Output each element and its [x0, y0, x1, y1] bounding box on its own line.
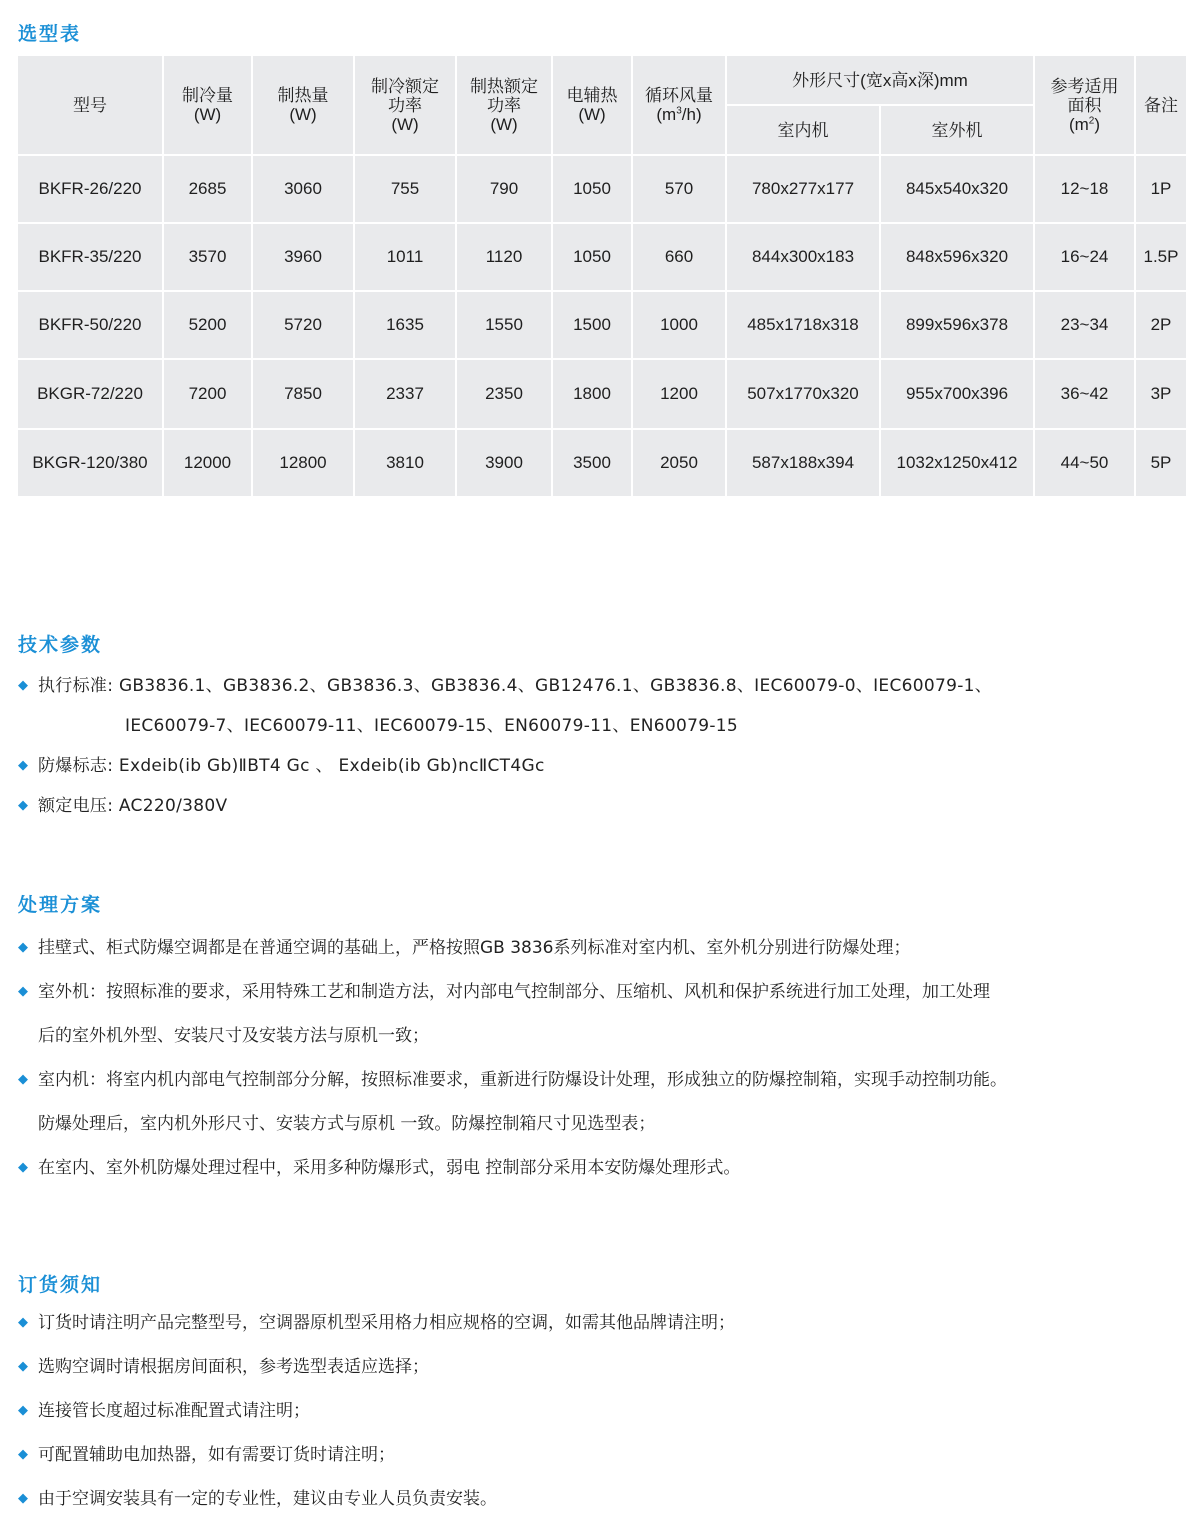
cell-outdoor: 848x596x320: [881, 224, 1033, 290]
plan-text: 挂壁式、柜式防爆空调都是在普通空调的基础上，严格按照GB 3836系列标准对室内机、室外机分别进行防爆处理；: [38, 938, 911, 958]
cell-indoor: 587x188x394: [727, 430, 879, 496]
header-cooling-power: 制冷额定 功率 (W): [355, 56, 455, 154]
bullet-diamond-icon: ◆: [18, 1491, 28, 1506]
cell-airflow: 2050: [633, 430, 725, 496]
bullet-diamond-icon: ◆: [18, 1447, 28, 1462]
cell-model: BKFR-26/220: [18, 156, 162, 222]
list-item: [18, 1146, 1198, 1190]
cell-cooling-power: 1011: [355, 224, 455, 290]
cell-cooling: 2685: [164, 156, 251, 222]
table-row: [18, 430, 1186, 496]
header-airflow: 循环风量 $(m^3/h)$: [633, 56, 725, 154]
order-notes-list: [18, 1301, 1198, 1521]
table-row: [18, 360, 1186, 428]
cell-model: BKGR-120/380: [18, 430, 162, 496]
cell-remark: 3P: [1136, 360, 1186, 428]
bullet-diamond-icon: ◆: [18, 798, 29, 813]
cell-remark: 1P: [1136, 156, 1186, 222]
cell-outdoor: 899x596x378: [881, 292, 1033, 358]
list-item: [18, 1345, 1198, 1389]
cell-airflow: 1200: [633, 360, 725, 428]
plan-text: 室内机：将室内机内部电气控制部分分解，按照标准要求，重新进行防爆设计处理，形成独立的防爆控制箱，实现手动控制功能。: [38, 1070, 1007, 1090]
cell-heating: 3960: [253, 224, 353, 290]
cell-indoor: 507x1770x320: [727, 360, 879, 428]
header-remark: 备注: [1136, 56, 1186, 154]
bullet-diamond-icon: ◆: [18, 1403, 28, 1418]
header-aux-heat: 电辅热 (W): [553, 56, 631, 154]
cell-aux-heat: 1500: [553, 292, 631, 358]
cell-area: 23~34: [1035, 292, 1134, 358]
header-dimensions: 外形尺寸(宽x高x深)mm: [727, 56, 1033, 104]
table-row: [18, 292, 1186, 358]
cell-cooling: 12000: [164, 430, 251, 496]
cell-area: 36~42: [1035, 360, 1134, 428]
cell-remark: 2P: [1136, 292, 1186, 358]
header-heating-power: 制热额定 功率 (W): [457, 56, 551, 154]
order-text: 可配置辅助电加热器，如有需要订货时请注明；: [38, 1445, 395, 1465]
cell-model: BKGR-72/220: [18, 360, 162, 428]
cell-heating-power: 1120: [457, 224, 551, 290]
header-cooling: 制冷量 (W): [164, 56, 251, 154]
bullet-diamond-icon: ◆: [18, 1359, 28, 1374]
cell-heating: 3060: [253, 156, 353, 222]
standard-line1: GB3836.1、GB3836.2、GB3836.3、GB3836.4、GB12476.1、GB3836.8、IEC60079-0、IEC60079-1、: [118, 676, 993, 696]
order-text: 由于空调安装具有一定的专业性，建议由专业人员负责安装。: [38, 1489, 497, 1509]
bullet-diamond-icon: ◆: [18, 1160, 28, 1175]
cell-airflow: 660: [633, 224, 725, 290]
standard-line2: IEC60079-7、IEC60079-11、IEC60079-15、EN60079-11、EN60079-15: [125, 716, 739, 736]
cell-area: 12~18: [1035, 156, 1134, 222]
ex-mark: 防爆标志: Exdeib(ib Gb)ⅡBT4 Gc 、 Exdeib(ib Gb)ncⅡCT4Gc: [38, 756, 545, 776]
rated-voltage: 额定电压: AC220/380V: [38, 796, 228, 816]
selection-table-title: 选型表: [18, 23, 82, 45]
list-item: [18, 1433, 1198, 1477]
bullet-diamond-icon: ◆: [18, 940, 28, 955]
cell-cooling: 7200: [164, 360, 251, 428]
cell-model: BKFR-35/220: [18, 224, 162, 290]
plan-text-cont: 后的室外机外型、安装尺寸及安装方法与原机一致；: [38, 1026, 429, 1046]
plan-text-cont: 防爆处理后，室内机外形尺寸、安装方式与原机 一致。防爆控制箱尺寸见选型表；: [38, 1114, 656, 1134]
cell-heating: 5720: [253, 292, 353, 358]
cell-heating-power: 3900: [457, 430, 551, 496]
order-text: 订货时请注明产品完整型号，空调器原机型采用格力相应规格的空调，如需其他品牌请注明；: [38, 1313, 735, 1333]
bullet-diamond-icon: ◆: [18, 1315, 28, 1330]
cell-airflow: 1000: [633, 292, 725, 358]
standard-label: 执行标准:: [38, 676, 119, 696]
cell-area: 44~50: [1035, 430, 1134, 496]
bullet-diamond-icon: ◆: [18, 758, 29, 773]
header-indoor: 室内机: [727, 106, 879, 154]
cell-model: BKFR-50/220: [18, 292, 162, 358]
order-text: 选购空调时请根据房间面积，参考选型表适应选择；: [38, 1357, 429, 1377]
list-item: [18, 970, 1198, 1058]
cell-heating-power: 2350: [457, 360, 551, 428]
cell-aux-heat: 1050: [553, 156, 631, 222]
cell-cooling: 5200: [164, 292, 251, 358]
cell-aux-heat: 1050: [553, 224, 631, 290]
header-outdoor: 室外机: [881, 106, 1033, 154]
list-item: [18, 1389, 1198, 1433]
cell-cooling-power: 3810: [355, 430, 455, 496]
plan-text: 室外机：按照标准的要求，采用特殊工艺和制造方法，对内部电气控制部分、压缩机、风机和保护系统进行加工处理，加工处理: [38, 982, 990, 1002]
cell-remark: 1.5P: [1136, 224, 1186, 290]
order-notes-title: 订货须知: [18, 1274, 103, 1296]
cell-aux-heat: 1800: [553, 360, 631, 428]
cell-heating: 12800: [253, 430, 353, 496]
cell-aux-heat: 3500: [553, 430, 631, 496]
header-model: 型号: [18, 56, 162, 154]
cell-heating-power: 790: [457, 156, 551, 222]
list-item: [18, 1058, 1198, 1146]
table-row: [18, 156, 1186, 222]
tech-params-title: 技术参数: [18, 634, 103, 656]
cell-cooling-power: 1635: [355, 292, 455, 358]
cell-outdoor: 1032x1250x412: [881, 430, 1033, 496]
cell-indoor: 485x1718x318: [727, 292, 879, 358]
cell-heating-power: 1550: [457, 292, 551, 358]
list-item: [18, 1301, 1198, 1345]
list-item: [18, 926, 1198, 970]
list-item: [18, 666, 1198, 746]
cell-heating: 7850: [253, 360, 353, 428]
plan-title: 处理方案: [18, 894, 103, 916]
bullet-diamond-icon: ◆: [18, 1072, 28, 1087]
header-heating: 制热量 (W): [253, 56, 353, 154]
plan-list: [18, 926, 1198, 1190]
cell-outdoor: 955x700x396: [881, 360, 1033, 428]
header-area: 参考适用 面积 $(m^2)$: [1035, 56, 1134, 154]
cell-cooling-power: 755: [355, 156, 455, 222]
cell-indoor: 844x300x183: [727, 224, 879, 290]
cell-cooling: 3570: [164, 224, 251, 290]
list-item: [18, 746, 1198, 786]
cell-cooling-power: 2337: [355, 360, 455, 428]
cell-outdoor: 845x540x320: [881, 156, 1033, 222]
bullet-diamond-icon: ◆: [18, 678, 29, 693]
order-text: 连接管长度超过标准配置式请注明；: [38, 1401, 310, 1421]
list-item: [18, 786, 1198, 826]
table-row: [18, 224, 1186, 290]
cell-airflow: 570: [633, 156, 725, 222]
tech-params-list: [18, 666, 1198, 826]
bullet-diamond-icon: ◆: [18, 984, 28, 999]
cell-indoor: 780x277x177: [727, 156, 879, 222]
cell-area: 16~24: [1035, 224, 1134, 290]
plan-text: 在室内、室外机防爆处理过程中，采用多种防爆形式，弱电 控制部分采用本安防爆处理形式。: [38, 1158, 741, 1178]
cell-remark: 5P: [1136, 430, 1186, 496]
list-item: [18, 1477, 1198, 1521]
spec-table: [16, 54, 1188, 498]
